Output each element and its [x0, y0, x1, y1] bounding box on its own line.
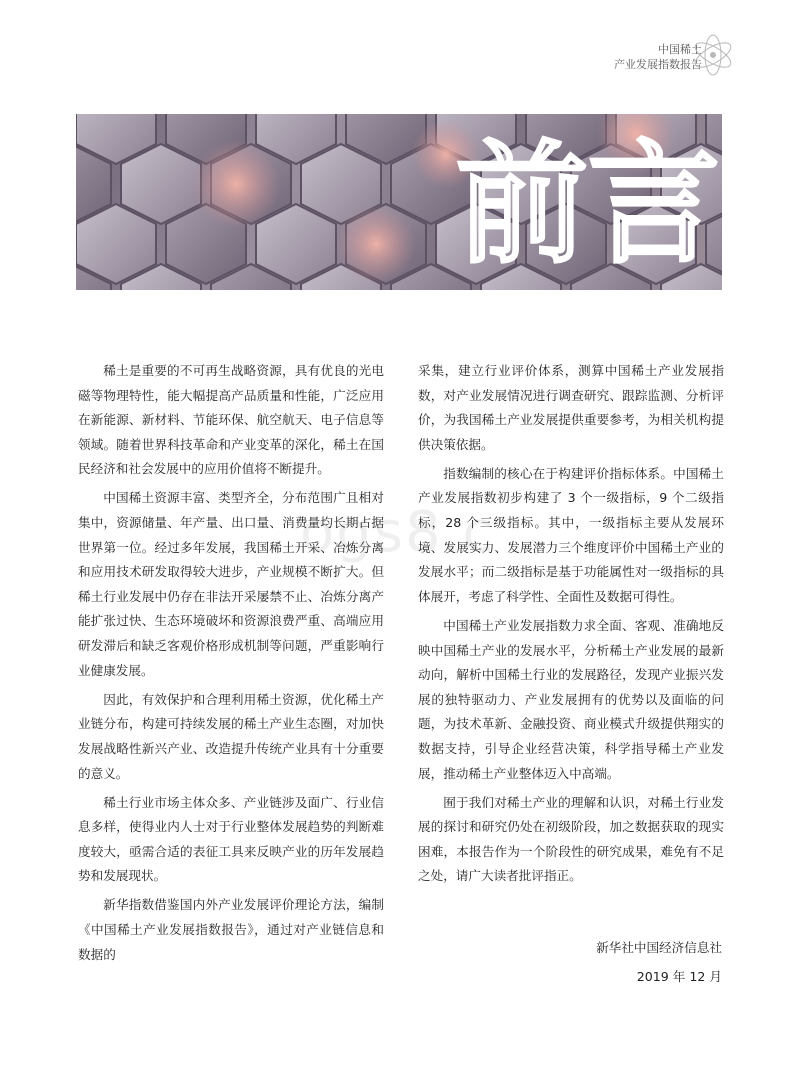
running-header	[614, 42, 702, 72]
watermark: ogs8.c	[300, 500, 496, 565]
right-column	[418, 359, 724, 893]
header-line-1: 中国稀土	[658, 43, 702, 56]
paragraph: 囿于我们对稀土产业的理解和认识，对稀土行业发展的探讨和研究仍处在初级阶段，加之数据获取的现实困难，本报告作为一个阶段性的研究成果，难免有不足之处，请广大读者批评指正。	[418, 794, 724, 884]
atom-logo-icon	[690, 32, 736, 78]
signature-organization: 新华社中国经济信息社	[596, 940, 722, 955]
paragraph: 因此，有效保护和合理利用稀土资源，优化稀土产业链分布，构建可持续发展的稀土产业生态圈，对加快发展战略性新兴产业、改造提升传统产业具有十分重要的意义。	[78, 691, 384, 781]
left-column	[78, 359, 384, 972]
signature-date: 2019 年 12 月	[636, 969, 722, 984]
preface-banner	[76, 114, 722, 290]
paragraph: 中国稀土产业发展指数力求全面、客观、准确地反映中国稀土产业的发展水平，分析稀土产业发展的最新动向，解析中国稀土行业的发展路径，发现产业振兴发展的独特驱动力、产业发展拥有的优势以及面临的问题，为技术革新、金融投资、商业模式升级提供翔实的数据支持，引导企业经营决策，科学指导稀土产业发展，推动稀土产业整体迈入中高端。	[418, 617, 724, 781]
paragraph: 指数编制的核心在于构建评价指标体系。中国稀土产业发展指数初步构建了 3 个一级指标，9 个二级指标，28 个三级指标。其中，一级指标主要从发展环境、发展实力、发展潜力三个维度评价中国稀土产业的发展水平；而二级指标是基于功能属性对一级指标的具体展开，考虑了科学性、全面性及数据可得性。	[418, 465, 724, 604]
paragraph: 中国稀土资源丰富、类型齐全，分布范围广且相对集中，资源储量、年产量、出口量、消费量均长期占据世界第一位。经过多年发展，我国稀土开采、冶炼分离和应用技术研发取得较大进步，产业规模不断扩大。但稀土行业发展中仍存在非法开采屡禁不止、冶炼分离产能扩张过快、生态环境破坏和资源浪费严重、高端应用研发滞后和缺乏客观价格形成机制等问题，严重影响行业健康发展。	[78, 490, 384, 678]
header-line-2: 产业发展指数报告	[614, 58, 702, 71]
paragraph: 稀土行业市场主体众多、产业链涉及面广、行业信息多样，使得业内人士对于行业整体发展趋势的判断难度较大，亟需合适的表征工具来反映产业的历年发展趋势和发展现状。	[78, 794, 384, 884]
paragraph-continuation: 采集，建立行业评价体系，测算中国稀土产业发展指数，对产业发展情况进行调查研究、跟踪监测、分析评价，为我国稀土产业发展提供重要参考，为相关机构提供决策依据。	[418, 363, 724, 452]
paragraph: 稀土是重要的不可再生战略资源，具有优良的光电磁等物理特性，能大幅提高产品质量和性能，广泛应用在新能源、新材料、节能环保、航空航天、电子信息等领域。随着世界科技革命和产业变革的深化，稀土在国民经济和社会发展中的应用价值将不断提升。	[78, 363, 384, 477]
page-title: 前言	[456, 128, 720, 282]
paragraph: 新华指数借鉴国内外产业发展评价理论方法，编制《中国稀土产业发展指数报告》，通过对产业链信息和数据的	[78, 897, 384, 962]
